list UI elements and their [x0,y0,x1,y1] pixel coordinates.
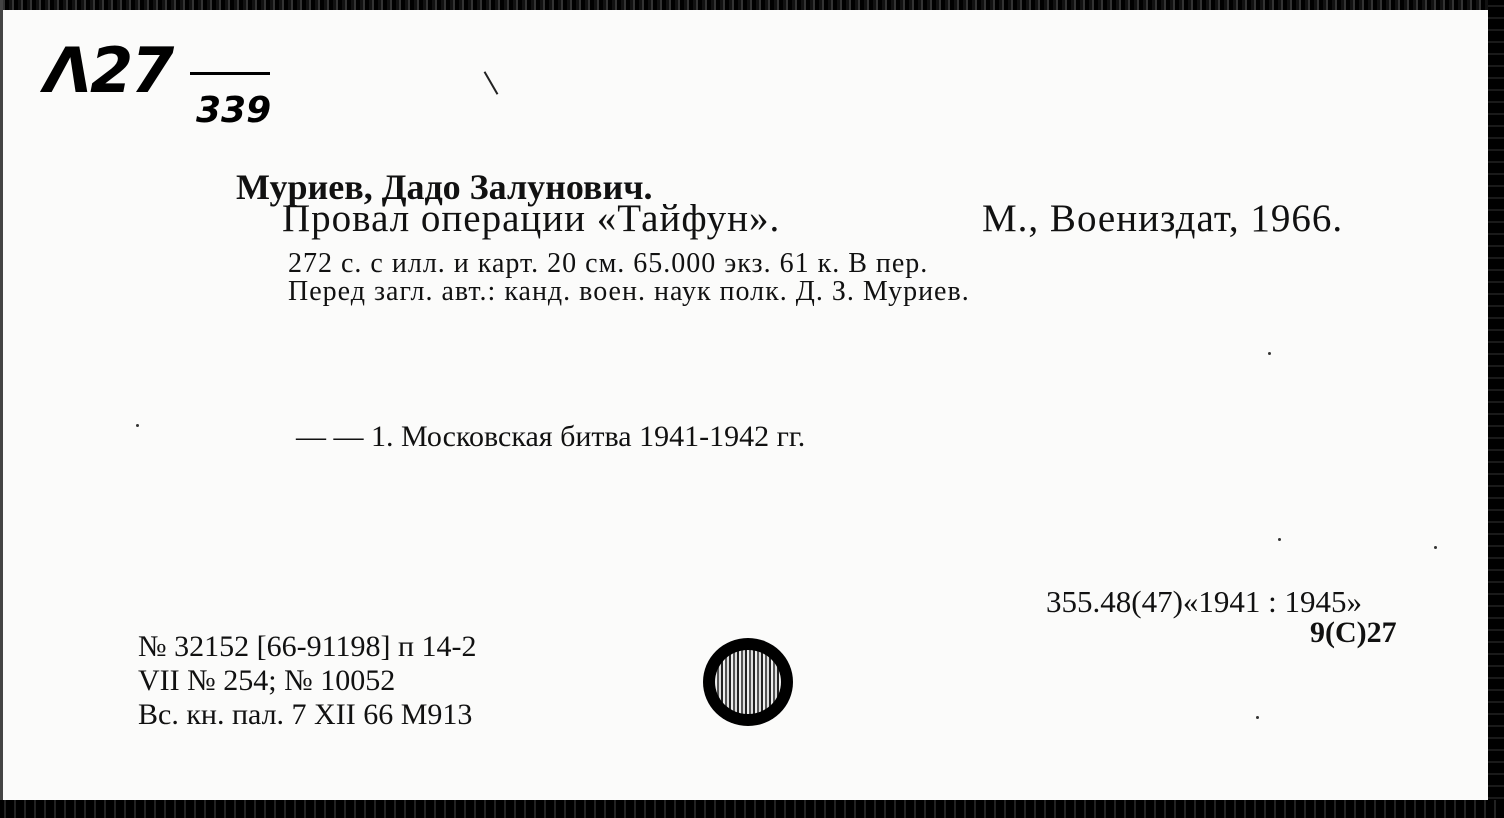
card-top-edge [0,0,1504,10]
collation: 272 с. с илл. и карт. 20 см. 65.000 экз. 61 к. В пер. [288,248,929,279]
ink-speck [1268,352,1271,355]
author-heading: Муриев, Дадо Залунович. [236,167,653,207]
card-punch-hole [703,638,793,726]
card-right-edge [1488,0,1504,818]
pen-mark [484,71,499,95]
ink-speck [1256,716,1259,719]
author-note: Перед загл. авт.: канд. воен. наук полк. Д. З. Муриев. [288,276,970,307]
handwritten-shelf-number: 339 [196,90,272,131]
ink-speck [1434,546,1437,549]
registry-line-3: Вс. кн. пал. 7 XII 66 М913 [138,698,473,731]
shelf-mark-fraction-line [190,72,270,75]
subject-heading: — — 1. Московская битва 1941-1942 гг. [296,420,806,453]
card-left-edge [0,0,3,818]
registry-line-1: № 32152 [66-91198] п 14-2 [138,630,477,663]
punch-hole-interior [715,650,781,714]
ink-speck [1278,538,1281,541]
handwritten-shelf-mark: Λ27 [44,34,173,107]
ink-speck [136,424,139,427]
bbk-classification: 9(С)27 [1310,616,1397,649]
imprint: М., Воениздат, 1966. [982,197,1344,240]
book-title: Провал операции «Тайфун». [282,197,781,240]
registry-line-2: VII № 254; № 10052 [138,664,396,697]
card-bottom-edge [0,800,1504,818]
udc-classification: 355.48(47)«1941 : 1945» [1046,584,1363,619]
